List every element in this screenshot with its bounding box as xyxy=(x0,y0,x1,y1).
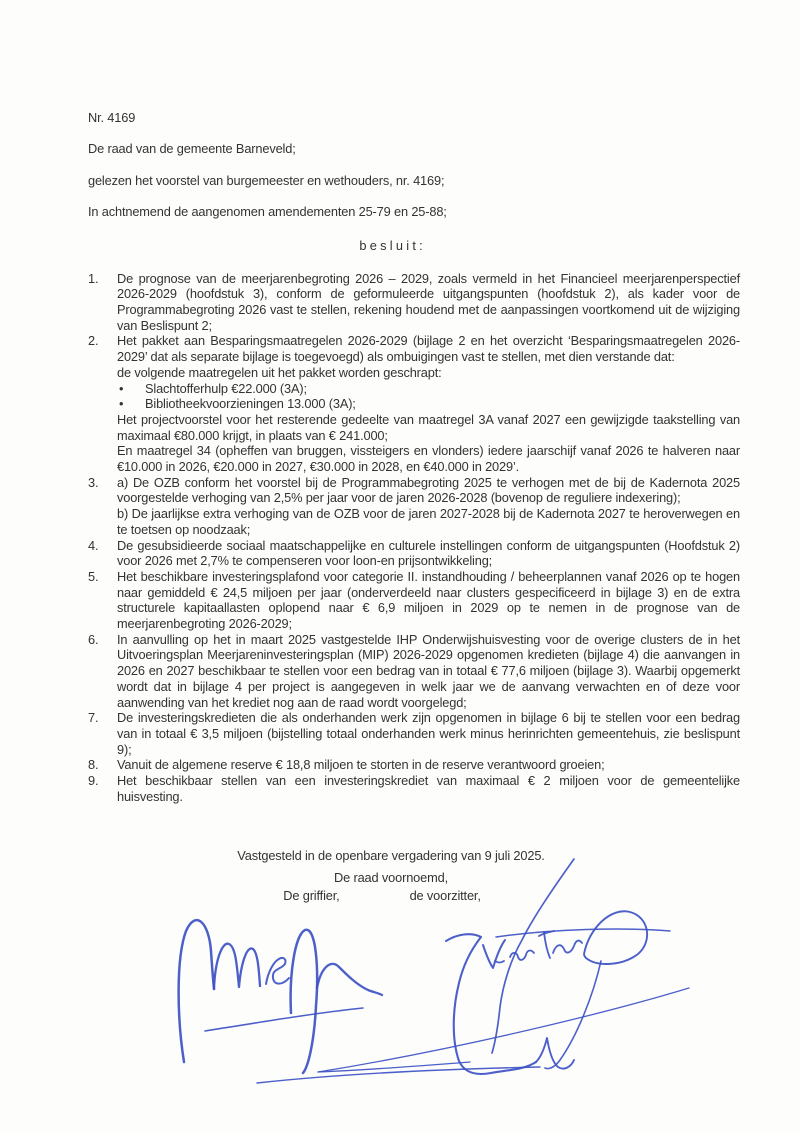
decision-list xyxy=(88,271,740,805)
item-paragraph: a) De OZB conform het voorstel bij de Programmabegroting 2025 te verhogen met de bij de Kadernota 2025 voorgestelde verhoging van 2,5% per jaar voor de jaren 2026-2028 (bovenop de reguliere indexering); xyxy=(117,474,740,506)
item-number: 2. xyxy=(88,333,99,349)
item-paragraph: In aanvulling op het in maart 2025 vastgestelde IHP Onderwijshuisvesting voor de overige clusters de in het Uitvoeringsplan Meerjareninvesteringsplan (MIP) 2026-2029 opgenomen kredieten (bijlage 4) die aanvangen in 2026 en 2027 beschikbaar te stellen voor een bedrag van in totaal € 77,6 miljoen (bijlage 3). Waarbij opgemerkt wordt dat in bijlage 4 per project is aangegeven in welk jaar we de aanvang verwachten en of deze voor aanwending van het krediet nog aan de raad wordt voorgelegd; xyxy=(117,631,740,710)
document-number: Nr. 4169 xyxy=(88,110,136,125)
voorzitter-stroke xyxy=(496,929,670,937)
item-content xyxy=(117,271,740,334)
voorzitter-stroke xyxy=(584,911,647,964)
item-content xyxy=(117,569,740,632)
griffier-stroke xyxy=(317,964,382,995)
voorzitter-stroke xyxy=(446,934,536,1074)
item-content xyxy=(117,757,740,773)
adoption-line: Vastgesteld in de openbare vergadering van 9 juli 2025. xyxy=(237,848,545,864)
besluit-item xyxy=(88,475,740,538)
item-number: 3. xyxy=(88,474,99,490)
clerk-label: De griffier, xyxy=(283,887,340,903)
item-paragraph: de volgende maatregelen uit het pakket worden geschrapt: xyxy=(117,364,442,380)
bullet-text: Slachtofferhulp €22.000 (3A); xyxy=(145,380,307,396)
voorzitter-stroke xyxy=(510,951,534,960)
besluit-item xyxy=(88,710,740,757)
document-body xyxy=(88,110,740,904)
bullet-item xyxy=(117,396,740,412)
item-content xyxy=(117,333,740,474)
voorzitter-stroke xyxy=(553,941,582,953)
item-paragraph: En maatregel 34 (opheffen van bruggen, vissteigers en vlonders) iedere jaarschijf vanaf 2026 te halveren naar €10.000 in 2026, €20.000 in 2027, €30.000 in 2028, en €40.000 in 2029’. xyxy=(117,443,740,475)
griffier-stroke xyxy=(266,958,289,984)
voorzitter-stroke xyxy=(539,931,554,936)
council-intro-line: De raad van de gemeente Barneveld; xyxy=(88,141,296,157)
item-content xyxy=(117,710,740,757)
item-paragraph: Het beschikbare investeringsplafond voor categorie II. instandhouding / beheerplannen vanaf 2026 op te hogen naar gemiddeld € 24,5 miljoen per jaar (onderverdeeld naar clusters gespecificeerd in bijlage 3) en de extra structurele kapitaallasten oplopend naar € 6,9 miljoen in 2029 op te nemen in de prognose van de meerjarenbegroting 2026-2029; xyxy=(117,568,740,632)
proposal-line: gelezen het voorstel van burgemeester en wethouders, nr. 4169; xyxy=(88,172,445,188)
item-content xyxy=(117,475,740,538)
voorzitter-stroke xyxy=(318,1062,470,1072)
council-named-line: De raad voornoemd, xyxy=(334,870,448,886)
besluit-item xyxy=(88,333,740,474)
besluit-item xyxy=(88,569,740,632)
besluit-item xyxy=(88,632,740,711)
decision-heading: b e s l u i t : xyxy=(359,237,423,253)
griffier-stroke xyxy=(214,944,260,989)
amendments-line: In achtnemend de aangenomen amendementen 25-79 en 25-88; xyxy=(88,204,447,220)
closing-block xyxy=(65,848,717,903)
bullet-text: Bibliotheekvoorzieningen 13.000 (3A); xyxy=(145,396,356,412)
griffier-stroke xyxy=(291,930,317,1073)
item-paragraph: Het beschikbaar stellen van een investeringskrediet van maximaal € 2 miljoen voor de gemeentelijke huisvesting. xyxy=(117,773,740,804)
item-content xyxy=(117,538,740,569)
voorzitter-stroke xyxy=(318,988,689,1072)
signature-roles-row xyxy=(56,888,708,904)
chair-label: de voorzitter, xyxy=(409,887,481,903)
voorzitter-stroke xyxy=(536,1038,574,1069)
bullet-item xyxy=(117,381,740,397)
item-paragraph: De investeringskredieten die als onderhanden werk zijn opgenomen in bijlage 6 bij te stellen voor een bedrag van in totaal € 3,5 miljoen (bijstelling totaal onderhanden werk minus herinrichten gemeentehuis, zie beslispunt 9); xyxy=(117,710,740,757)
item-content xyxy=(117,632,740,711)
item-number: 5. xyxy=(88,568,99,584)
item-paragraph: b) De jaarlijkse extra verhoging van de OZB voor de jaren 2027-2028 bij de Kadernota 2027 te heroverwegen en te toetsen op noodzaak; xyxy=(117,506,740,537)
voorzitter-stroke xyxy=(545,961,601,1069)
voorzitter-stroke xyxy=(257,1067,540,1083)
item-paragraph: Het projectvoorstel voor het resterende gedeelte van maatregel 3A vanaf 2027 een gewijzigde taakstelling van maximaal €80.000 krijgt, in plaats van € 241.000; xyxy=(117,411,740,443)
item-number: 8. xyxy=(88,757,99,773)
item-paragraph: Het pakket aan Besparingsmaatregelen 2026-2029 (bijlage 2 en het overzicht ‘Besparingsmaatregelen 2026-2029’ dat als separate bijlage is toegevoegd) als ombuigingen vast te stellen, met dien verstande dat: xyxy=(117,333,740,365)
item-number: 6. xyxy=(88,631,99,647)
voorzitter-stroke xyxy=(483,940,505,968)
besluit-item xyxy=(88,757,740,773)
griffier-stroke xyxy=(205,1008,363,1031)
besluit-item xyxy=(88,271,740,334)
bullet-icon: • xyxy=(119,380,124,396)
item-number: 9. xyxy=(88,773,99,789)
bullet-icon: • xyxy=(119,396,124,412)
griffier-signature xyxy=(179,920,382,1073)
voorzitter-stroke xyxy=(544,932,550,958)
besluit-item xyxy=(88,538,740,569)
griffier-stroke xyxy=(179,920,214,1062)
item-number: 4. xyxy=(88,537,99,553)
item-paragraph: Vanuit de algemene reserve € 18,8 miljoen te storten in de reserve verantwoord groeien; xyxy=(117,757,605,773)
item-number: 1. xyxy=(88,270,99,286)
item-number: 7. xyxy=(88,710,99,726)
item-content xyxy=(117,773,740,804)
voorzitter-stroke xyxy=(495,961,504,963)
item-paragraph: De prognose van de meerjarenbegroting 2026 – 2029, zoals vermeld in het Financieel meerjarenperspectief 2026-2029 (hoofdstuk 3), conform de geformuleerde uitgangspunten (hoofdstuk 2), als kader voor de Programmabegroting 2026 vast te stellen, rekening houdend met de aanpassingen voortkomend uit de wijziging van Beslispunt 2; xyxy=(117,270,740,333)
item-paragraph: De gesubsidieerde sociaal maatschappelijke en culturele instellingen conform de uitgangspunten (Hoofdstuk 2) voor 2026 met 2,7% te compenseren voor loon-en prijsontwikkeling; xyxy=(117,537,740,569)
besluit-item xyxy=(88,773,740,804)
